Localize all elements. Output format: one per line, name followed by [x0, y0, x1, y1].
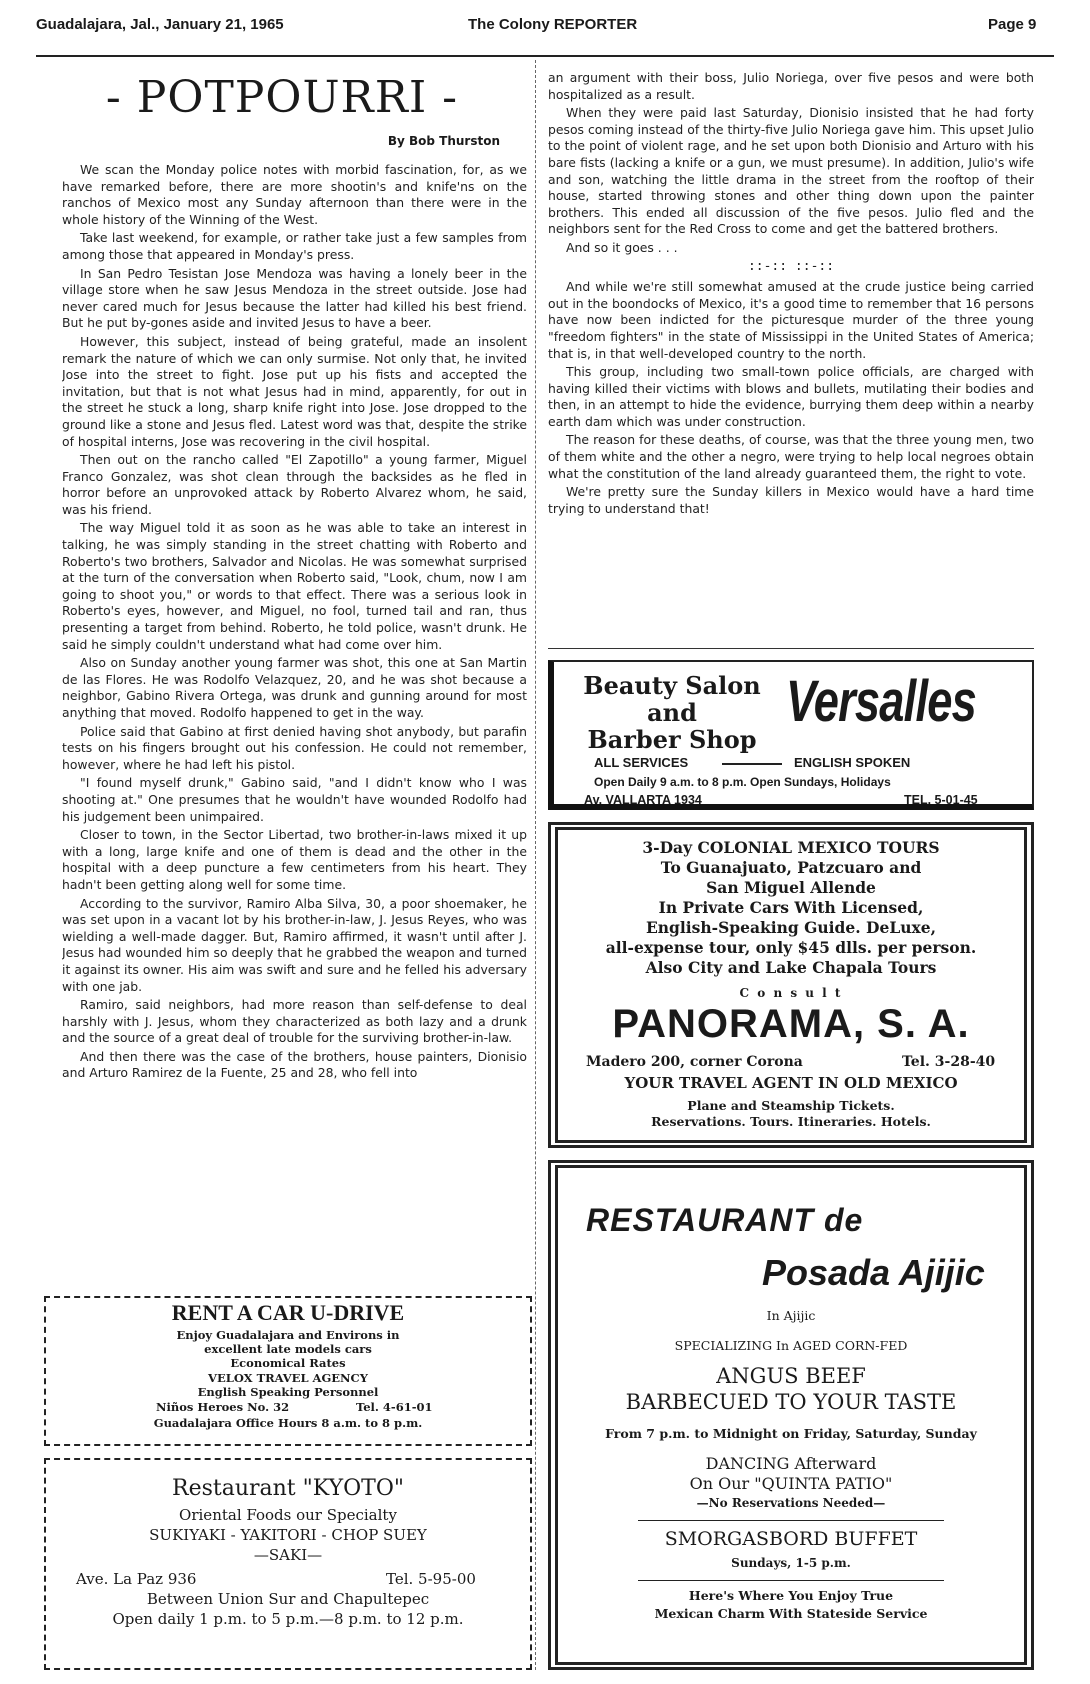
ad-panorama-reservations: Reservations. Tours. Itineraries. Hotels.	[651, 1114, 931, 1129]
ad-posada-sundays: Sundays, 1-5 p.m.	[731, 1556, 851, 1570]
page-header-masthead: The Colony REPORTER	[468, 16, 638, 33]
article-paragraph: "I found myself drunk," Gabino said, "and I didn't know who I was shooting at." One presumes that he wouldn't have wounded Rodolfo had his judgement been unimpaired.	[62, 775, 527, 824]
article-paragraph: The reason for these deaths, of course, was that the three young men, two of them white and the other a negro, were trying to help local negroes obtain what the constitution of the land already guaranteed them, the right to vote.	[548, 432, 1034, 481]
article-paragraph: And so it goes . . .	[566, 239, 678, 255]
ad-panorama-consult: C o n s u l t	[739, 986, 843, 1000]
ad-rentacar-title: RENT A CAR U-DRIVE	[171, 1300, 405, 1325]
ad-rentacar-address: Niños Heroes No. 32	[156, 1400, 290, 1414]
ad-versalles-english: ENGLISH SPOKEN	[794, 755, 911, 770]
ad-panorama-address: Madero 200, corner Corona	[586, 1054, 803, 1070]
article-paragraph: And then there was the case of the brothers, house painters, Dionisio and Arturo Ramirez de la Fuente, 25 and 28, who fell into	[62, 1048, 527, 1081]
article-paragraph: And while we're still somewhat amused at the crude justice being carried out in the boondocks of Mexico, it's a good time to remember that 16 persons have now been indicted for the picturesque murder of the three young "freedom fighters" in the state of Mississippi in the United States of America; that is, in that well-developed country to the north.	[548, 279, 1034, 361]
ad-rent-a-car	[44, 1296, 532, 1446]
article-paragraph: When they were paid last Saturday, Dionisio insisted that he had forty pesos coming instead of the thirty-five Julio Noriega gave him. This upset Julio to the point of violent rage, and he set upon both Dionisio and Arturo with his bare fists (lacking a knife or a gun, we must presume). In addition, Julio's wife and son, watching the little drama in the street from the rooftop of their house, started throwing stones and other thing down upon the painter brothers. This ended all discussion of the five pesos. Julio fled and the neighbors sent for the Red Cross to come and get the battered brothers.	[548, 105, 1034, 237]
ad-versalles	[548, 660, 1034, 810]
ad-kyoto-tel: Tel. 5-95-00	[386, 1570, 476, 1588]
ad-kyoto	[44, 1458, 532, 1670]
ad-rentacar-lines: Enjoy Guadalajara and Environs in excellent late models cars Economical Rates VELOX TRAVEL AGENCY English Speaking Personnel	[176, 1328, 400, 1399]
ad-versalles-dash	[722, 763, 782, 765]
ad-posada-schedule: From 7 p.m. to Midnight on Friday, Saturday, Sunday	[605, 1426, 977, 1441]
ad-posada-title1: RESTAURANT de	[586, 1202, 864, 1238]
article-paragraph: Take last weekend, for example, or rather take just a few samples from among those that appeared in Monday's press.	[62, 230, 527, 262]
ad-posada-noreservations: —No Reservations Needed—	[696, 1496, 886, 1510]
article-paragraph: We're pretty sure the Sunday killers in Mexico would have a hard time trying to understand that!	[548, 484, 1034, 516]
ad-versalles-address: Av. VALLARTA 1934	[584, 793, 702, 807]
ad-kyoto-specialty: Oriental Foods our Specialty	[179, 1506, 397, 1524]
ad-rentacar-hours: Guadalajara Office Hours 8 a.m. to 8 p.m.	[153, 1416, 423, 1430]
ad-posada-angus: ANGUS BEEF	[716, 1364, 866, 1388]
ad-kyoto-address: Ave. La Paz 936	[76, 1570, 197, 1588]
ad-posada-rule	[638, 1520, 944, 1521]
ad-posada-barbecued: BARBECUED TO YOUR TASTE	[625, 1390, 957, 1414]
ad-versalles-salon: Beauty Salon and Barber Shop	[583, 671, 761, 754]
article-paragraph: However, this subject, instead of being grateful, made an insolent remark the nature of which we can only surmise. Not only that, he invited Jose into the street to fight. Jose put up his fists and accepted the invitation, but that is not what Jesus had in mind, apparently, for out in the street he stuck a long, sharp knife right into Jose. Jose dropped to the ground like a stone and Jesus fled. Latest word was that, despite the strike of hospital interns, Jose was recovering in the civil hospital.	[62, 333, 527, 449]
ad-versalles-brand: Versalles	[786, 669, 977, 734]
ad-posada-rule	[638, 1580, 944, 1581]
ad-posada-in: In Ajijic	[766, 1308, 816, 1323]
article-paragraph: According to the survivor, Ramiro Alba Silva, 30, a poor shoemaker, he was set upon in a vacant lot by his brother-in-law, J. Jesus Reyes, who was wielding a well-made dagger. But, Ramiro affirmed, it wasn't until after J. Jesus had wounded him so deeply that he grabbed the weapon and turned it against its owner. His aim was swift and sure and he felled his adversary with one jab.	[62, 895, 527, 994]
column-divider	[535, 60, 536, 1670]
article-paragraph: Closer to town, in the Sector Libertad, two brother-in-laws mixed it up with a long, large knife and one of them is dead and the other in the hospital with a deep puncture a few centimeters from his heart. They hadn't been getting along well for some time.	[62, 827, 527, 892]
ad-posada-dancing: DANCING Afterward	[705, 1454, 877, 1473]
ad-posada-enjoy1: Here's Where You Enjoy True	[688, 1588, 894, 1603]
ad-panorama-tour-lines: 3-Day COLONIAL MEXICO TOURS To Guanajuato, Patzcuaro and San Miguel Allende In Private Cars With Licensed, English-Speaking Guide. DeLuxe, all-expense tour, only $45 dlls. per person. Also City and Lake Chapala Tours	[605, 838, 977, 977]
column-rule	[548, 648, 1034, 649]
ad-versalles-tel: TEL. 5-01-45	[904, 793, 978, 807]
article-paragraph: This group, including two small-town police officials, are charged with having killed their victims with blows and bullets, mutilating their bodies and then, in an attempt to hide the evidence, burrying them deep within a nearby earth dam which was under construction.	[548, 364, 1034, 429]
ad-rentacar-tel: Tel. 4-61-01	[356, 1400, 433, 1414]
ad-panorama-tel: Tel. 3-28-40	[902, 1054, 996, 1070]
ad-panorama-tagline: YOUR TRAVEL AGENT IN OLD MEXICO	[624, 1074, 958, 1092]
article-paragraph: The way Miguel told it as soon as he was able to take an interest in talking, he was simply standing in the street chatting with Roberto and Roberto's two brothers, Salvador and Nicolas. He was somewhat surprised at the turn of the conversation when Roberto said, "Look, chum, now I am going to shoot you," or words to that effect. There was a serious look in Roberto's eyes, however, and Miguel, no fool, turned tail and ran, thus presenting a target from behind. Roberto, he told police, wasn't drunk. He said he simply couldn't understand what had come over him.	[62, 520, 527, 652]
ad-posada-specializing: SPECIALIZING In AGED CORN-FED	[674, 1338, 908, 1353]
article-paragraph: We scan the Monday police notes with morbid fascination, for, as we have remarked before, there are more shootin's and knife'ns on the ranchos of Mexico most any Sunday afternoon than there were in the whole history of the Winning of the West.	[62, 162, 527, 227]
article-body-left	[62, 162, 527, 1280]
ad-kyoto-title: Restaurant "KYOTO"	[172, 1476, 404, 1501]
article-title: - POTPOURRI -	[105, 72, 459, 123]
ad-posada-title2: Posada Ajijic	[762, 1252, 985, 1293]
page-header-page-number: Page 9	[988, 16, 1037, 33]
article-body-right	[548, 70, 1034, 650]
ad-posada-enjoy2: Mexican Charm With Stateside Service	[654, 1606, 928, 1621]
article-paragraph: In San Pedro Tesistan Jose Mendoza was having a lonely beer in the village store when he saw Jesus Mendoza in the street outside. Jose had never cared much for Jesus because the latter had killed his best friend. But he put by-gones aside and invited Jesus to have a beer.	[62, 265, 527, 331]
ad-kyoto-between: Between Union Sur and Chapultepec	[146, 1590, 430, 1608]
article-paragraph: an argument with their boss, Julio Noriega, over five pesos and were both hospitalized as a result.	[548, 70, 1034, 102]
ad-posada-patio: On Our "QUINTA PATIO"	[689, 1474, 893, 1493]
article-byline: By Bob Thurston	[387, 134, 500, 148]
article-paragraph: Ramiro, said neighbors, had more reason than self-defense to deal harshly with J. Jesus, whom they characterized as both lazy and a drunk and the source of a great deal of trouble for the surviving brother-in-law.	[62, 997, 527, 1046]
ad-panorama-tickets: Plane and Steamship Tickets.	[687, 1098, 895, 1113]
page-header-dateline: Guadalajara, Jal., January 21, 1965	[36, 16, 284, 33]
article-paragraph: Also on Sunday another young farmer was shot, this one at San Martin de las Flores. He was Rodolfo Velazquez, 20, and he was shot because a neighbor, Gabino Rivera Ortega, was drunk and gunning around for most anything that moved. Rodolfo happened to get in the way.	[62, 655, 527, 720]
ad-kyoto-hours: Open daily 1 p.m. to 5 p.m.—8 p.m. to 12 p.m.	[112, 1610, 464, 1628]
ad-posada-smorgasbord: SMORGASBORD BUFFET	[664, 1528, 918, 1550]
ad-kyoto-dishes: SUKIYAKI - YAKITORI - CHOP SUEY	[149, 1526, 427, 1544]
ad-versalles-hours: Open Daily 9 a.m. to 8 p.m. Open Sundays, Holidays	[594, 775, 891, 789]
ad-panorama	[548, 822, 1034, 1148]
article-paragraph: Police said that Gabino at first denied having shot anybody, but parafin tests on his fingers brought out his confession. He could not remember, however, where he had left his pistol.	[62, 723, 527, 772]
ad-posada-ajijic	[548, 1160, 1034, 1670]
header-rule	[36, 55, 1054, 57]
ad-panorama-brand: PANORAMA, S. A.	[612, 1002, 970, 1046]
article-paragraph: Then out on the rancho called "El Zapotillo" a young farmer, Miguel Franco Gonzalez, was shot clean through the backsides as he fled in horror before an unprovoked attack by Roberto Alvarez whom, he said, was his friend.	[62, 452, 527, 517]
ad-kyoto-saki: —SAKI—	[253, 1546, 323, 1564]
section-separator: ::-:: ::-::	[747, 258, 835, 274]
ad-versalles-services: ALL SERVICES	[594, 755, 689, 770]
